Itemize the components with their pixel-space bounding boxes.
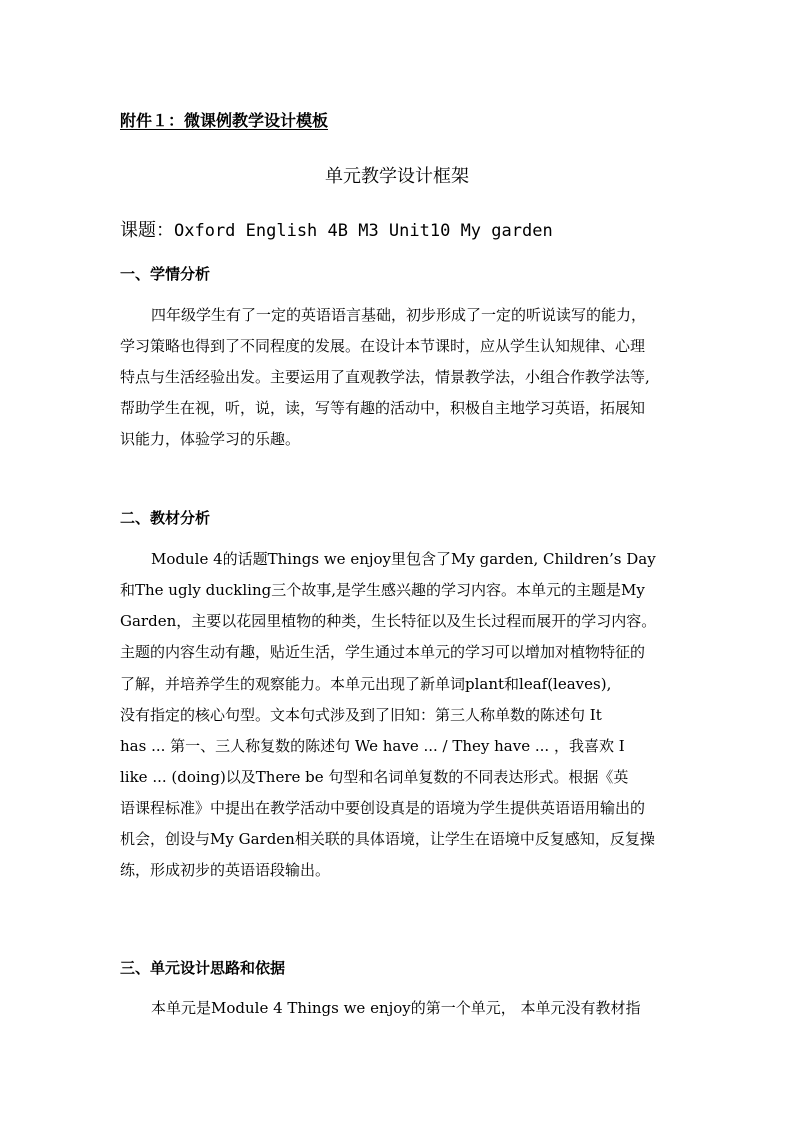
paragraph-line: 识能力，体验学习的乐趣。 — [120, 430, 301, 448]
paragraph-line: Garden，主要以花园里植物的种类，生长特征以及生长过程而展开的学习内容。 — [120, 612, 657, 630]
paragraph-line: 练，形成初步的英语语段输出。 — [120, 861, 331, 879]
paragraph-line: 了解，并培养学生的观察能力。本单元出现了新单词plant和leaf(leaves), — [120, 675, 612, 693]
attachment-title: 附件１：微课例教学设计模板 — [120, 111, 329, 130]
paragraph-line: 机会，创设与My Garden相关联的具体语境，让学生在语境中反复感知，反复操 — [120, 830, 655, 848]
section-heading-design-rationale: 三、单元设计思路和依据 — [120, 959, 286, 977]
topic-value: Oxford English 4B M3 Unit10 My garden — [174, 221, 553, 241]
topic-label: 课题： — [120, 220, 174, 241]
paragraph-line: 本单元是Module 4 Things we enjoy的第一个单元， 本单元没有教材指 — [151, 999, 641, 1017]
paragraph-line: 没有指定的核心句型。文本句式涉及到了旧知：第三人称单数的陈述句 It — [120, 706, 602, 724]
paragraph-line: 四年级学生有了一定的英语语言基础，初步形成了一定的听说读写的能力， — [151, 306, 647, 324]
paragraph-line: 特点与生活经验出发。主要运用了直观教学法，情景教学法，小组合作教学法等, — [120, 368, 650, 386]
paragraph-line: 学习策略也得到了不同程度的发展。在设计本节课时，应从学生认知规律、心理 — [120, 337, 646, 355]
topic-line — [120, 216, 553, 242]
paragraph-line: like ... (doing)以及There be 句型和名词单复数的不同表达形式。根据《英 — [120, 768, 629, 786]
paragraph-line: has ... 第一、三人称复数的陈述句 We have ... / They have ... ，我喜欢 I — [120, 737, 625, 755]
paragraph-line: Module 4的话题Things we enjoy里包含了My garden, Children’s Day — [151, 550, 656, 568]
paragraph-line: 主题的内容生动有趣，贴近生活，学生通过本单元的学习可以增加对植物特征的 — [120, 643, 646, 661]
paragraph-line: 语课程标准》中提出在教学活动中要创设真是的语境为学生提供英语语用输出的 — [120, 799, 646, 817]
document-title: 单元教学设计框架 — [325, 166, 469, 187]
paragraph-line: 和The ugly duckling三个故事,是学生感兴趣的学习内容。本单元的主题是My — [120, 581, 645, 599]
section-heading-textbook-analysis: 二、教材分析 — [120, 509, 211, 527]
paragraph-line: 帮助学生在视，听，说，读，写等有趣的活动中，积极自主地学习英语，拓展知 — [120, 399, 646, 417]
section-heading-learner-analysis: 一、学情分析 — [120, 265, 211, 283]
